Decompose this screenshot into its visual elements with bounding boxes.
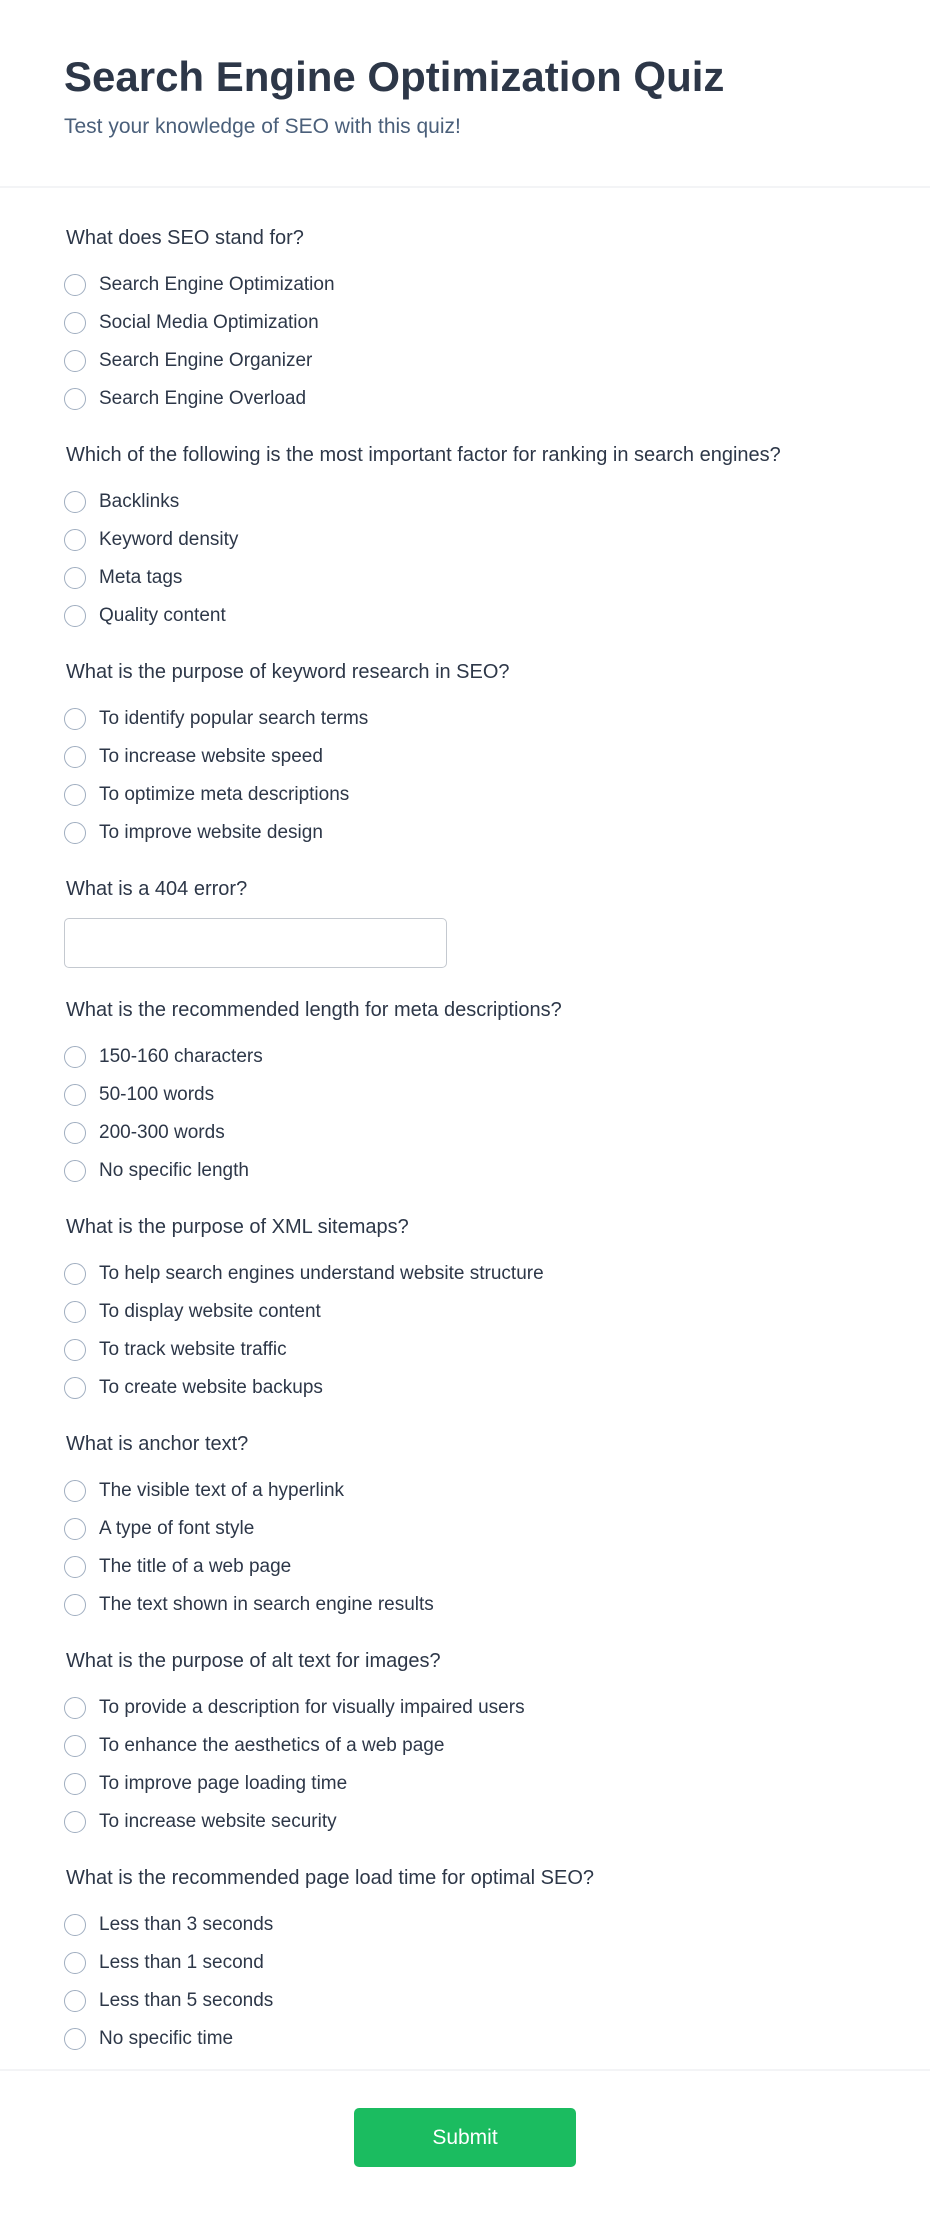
answer-options (64, 483, 930, 635)
answer-options (64, 1038, 930, 1190)
answer-option[interactable] (64, 1548, 930, 1586)
answer-option[interactable] (64, 1765, 930, 1803)
answer-option[interactable] (64, 1293, 930, 1331)
answer-option[interactable] (64, 814, 930, 852)
quiz-form (0, 188, 930, 2071)
radio-button[interactable] (64, 822, 86, 844)
question-text: What is anchor text? (66, 1433, 249, 1455)
answer-option-label: To improve website design (99, 822, 323, 843)
radio-button[interactable] (64, 1518, 86, 1540)
answer-option-label: To identify popular search terms (99, 708, 369, 729)
answer-option-label: 50-100 words (99, 1084, 215, 1105)
answer-option[interactable] (64, 2020, 930, 2058)
radio-button[interactable] (64, 1160, 86, 1182)
submit-button[interactable]: Submit (354, 2108, 576, 2167)
answer-option[interactable] (64, 1038, 930, 1076)
question-6 (64, 1213, 930, 1430)
answer-option-label: The title of a web page (99, 1556, 292, 1577)
answer-option-label: The visible text of a hyperlink (99, 1480, 345, 1501)
radio-button[interactable] (64, 1735, 86, 1757)
radio-button[interactable] (64, 1084, 86, 1106)
radio-button[interactable] (64, 1046, 86, 1068)
answer-option-label: Less than 3 seconds (99, 1914, 274, 1935)
answer-option-label: Search Engine Optimization (99, 274, 335, 295)
answer-option[interactable] (64, 1255, 930, 1293)
radio-button[interactable] (64, 1914, 86, 1936)
answer-option[interactable] (64, 1076, 930, 1114)
question-text: What is the purpose of alt text for images? (66, 1650, 441, 1672)
answer-option-label: Social Media Optimization (99, 312, 319, 333)
radio-button[interactable] (64, 746, 86, 768)
radio-button[interactable] (64, 784, 86, 806)
answer-option-label: To increase website speed (99, 746, 323, 767)
radio-button[interactable] (64, 605, 86, 627)
answer-options (64, 700, 930, 852)
answer-option-label: Search Engine Overload (99, 388, 307, 409)
answer-option-label: To track website traffic (99, 1339, 287, 1360)
answer-option-label: The text shown in search engine results (99, 1594, 434, 1615)
answer-option-label: Keyword density (99, 529, 239, 550)
answer-option-label: Search Engine Organizer (99, 350, 313, 371)
radio-button[interactable] (64, 2028, 86, 2050)
question-text: What is a 404 error? (66, 878, 248, 900)
answer-option[interactable] (64, 1472, 930, 1510)
answer-options (64, 1472, 930, 1624)
radio-button[interactable] (64, 567, 86, 589)
answer-option-label: To provide a description for visually impaired users (99, 1697, 525, 1718)
answer-option[interactable] (64, 700, 930, 738)
question-8 (64, 1647, 930, 1864)
answer-option[interactable] (64, 597, 930, 635)
answer-option-label: Backlinks (99, 491, 180, 512)
radio-button[interactable] (64, 312, 86, 334)
answer-option-label: To help search engines understand website structure (99, 1263, 544, 1284)
radio-button[interactable] (64, 491, 86, 513)
answer-option[interactable] (64, 738, 930, 776)
answer-option[interactable] (64, 266, 930, 304)
answer-options (64, 1255, 930, 1407)
radio-button[interactable] (64, 1480, 86, 1502)
answer-option[interactable] (64, 521, 930, 559)
answer-option[interactable] (64, 1114, 930, 1152)
radio-button[interactable] (64, 388, 86, 410)
radio-button[interactable] (64, 1339, 86, 1361)
question-text: What does SEO stand for? (66, 227, 304, 249)
radio-button[interactable] (64, 1952, 86, 1974)
question-text: What is the purpose of XML sitemaps? (66, 1216, 409, 1238)
answer-option[interactable] (64, 1152, 930, 1190)
answer-options (64, 266, 930, 418)
answer-options (64, 1906, 930, 2058)
radio-button[interactable] (64, 350, 86, 372)
answer-option[interactable] (64, 1689, 930, 1727)
radio-button[interactable] (64, 1377, 86, 1399)
question-5 (64, 996, 930, 1213)
question-4 (64, 875, 930, 996)
answer-option-label: 150-160 characters (99, 1046, 263, 1067)
answer-text-input[interactable] (64, 918, 447, 968)
radio-button[interactable] (64, 1811, 86, 1833)
answer-option-label: To improve page loading time (99, 1773, 348, 1794)
question-9 (64, 1864, 930, 2081)
question-text: What is the recommended length for meta descriptions? (66, 999, 562, 1021)
question-text: What is the purpose of keyword research in SEO? (66, 661, 510, 683)
answer-option[interactable] (64, 1906, 930, 1944)
radio-button[interactable] (64, 529, 86, 551)
answer-option-label: Less than 5 seconds (99, 1990, 274, 2011)
answer-option[interactable] (64, 776, 930, 814)
answer-option[interactable] (64, 1510, 930, 1548)
answer-option-label: To increase website security (99, 1811, 337, 1832)
page-title: Search Engine Optimization Quiz (64, 53, 725, 100)
answer-option[interactable] (64, 1982, 930, 2020)
answer-option-label: Quality content (99, 605, 226, 626)
answer-option-label: No specific time (99, 2028, 234, 2049)
answer-option-label: To optimize meta descriptions (99, 784, 350, 805)
answer-option[interactable] (64, 342, 930, 380)
radio-button[interactable] (64, 1697, 86, 1719)
answer-option-label: 200-300 words (99, 1122, 225, 1143)
answer-option[interactable] (64, 1727, 930, 1765)
answer-option-label: To create website backups (99, 1377, 323, 1398)
radio-button[interactable] (64, 1594, 86, 1616)
answer-option[interactable] (64, 1586, 930, 1624)
answer-option-label: To enhance the aesthetics of a web page (99, 1735, 445, 1756)
answer-option-label: Less than 1 second (99, 1952, 264, 1973)
radio-button[interactable] (64, 274, 86, 296)
radio-button[interactable] (64, 1301, 86, 1323)
answer-option[interactable] (64, 1944, 930, 1982)
answer-option[interactable] (64, 1803, 930, 1841)
radio-button[interactable] (64, 1773, 86, 1795)
answer-option-label: To display website content (99, 1301, 321, 1322)
question-3 (64, 658, 930, 875)
answer-option[interactable] (64, 1331, 930, 1369)
answer-option[interactable] (64, 483, 930, 521)
answer-option-label: A type of font style (99, 1518, 255, 1539)
answer-options (64, 1689, 930, 1841)
quiz-footer (0, 2071, 930, 2167)
question-text: Which of the following is the most important factor for ranking in search engines? (66, 444, 781, 466)
quiz-header (0, 0, 930, 188)
radio-button[interactable] (64, 1556, 86, 1578)
radio-button[interactable] (64, 708, 86, 730)
answer-option[interactable] (64, 559, 930, 597)
answer-option[interactable] (64, 1369, 930, 1407)
question-text: What is the recommended page load time for optimal SEO? (66, 1867, 595, 1889)
radio-button[interactable] (64, 1990, 86, 2012)
question-2 (64, 441, 930, 658)
radio-button[interactable] (64, 1122, 86, 1144)
question-7 (64, 1430, 930, 1647)
answer-option-label: No specific length (99, 1160, 249, 1181)
radio-button[interactable] (64, 1263, 86, 1285)
answer-option[interactable] (64, 304, 930, 342)
answer-option-label: Meta tags (99, 567, 183, 588)
answer-option[interactable] (64, 380, 930, 418)
page-subtitle: Test your knowledge of SEO with this quiz! (64, 115, 461, 138)
question-1 (64, 224, 930, 441)
